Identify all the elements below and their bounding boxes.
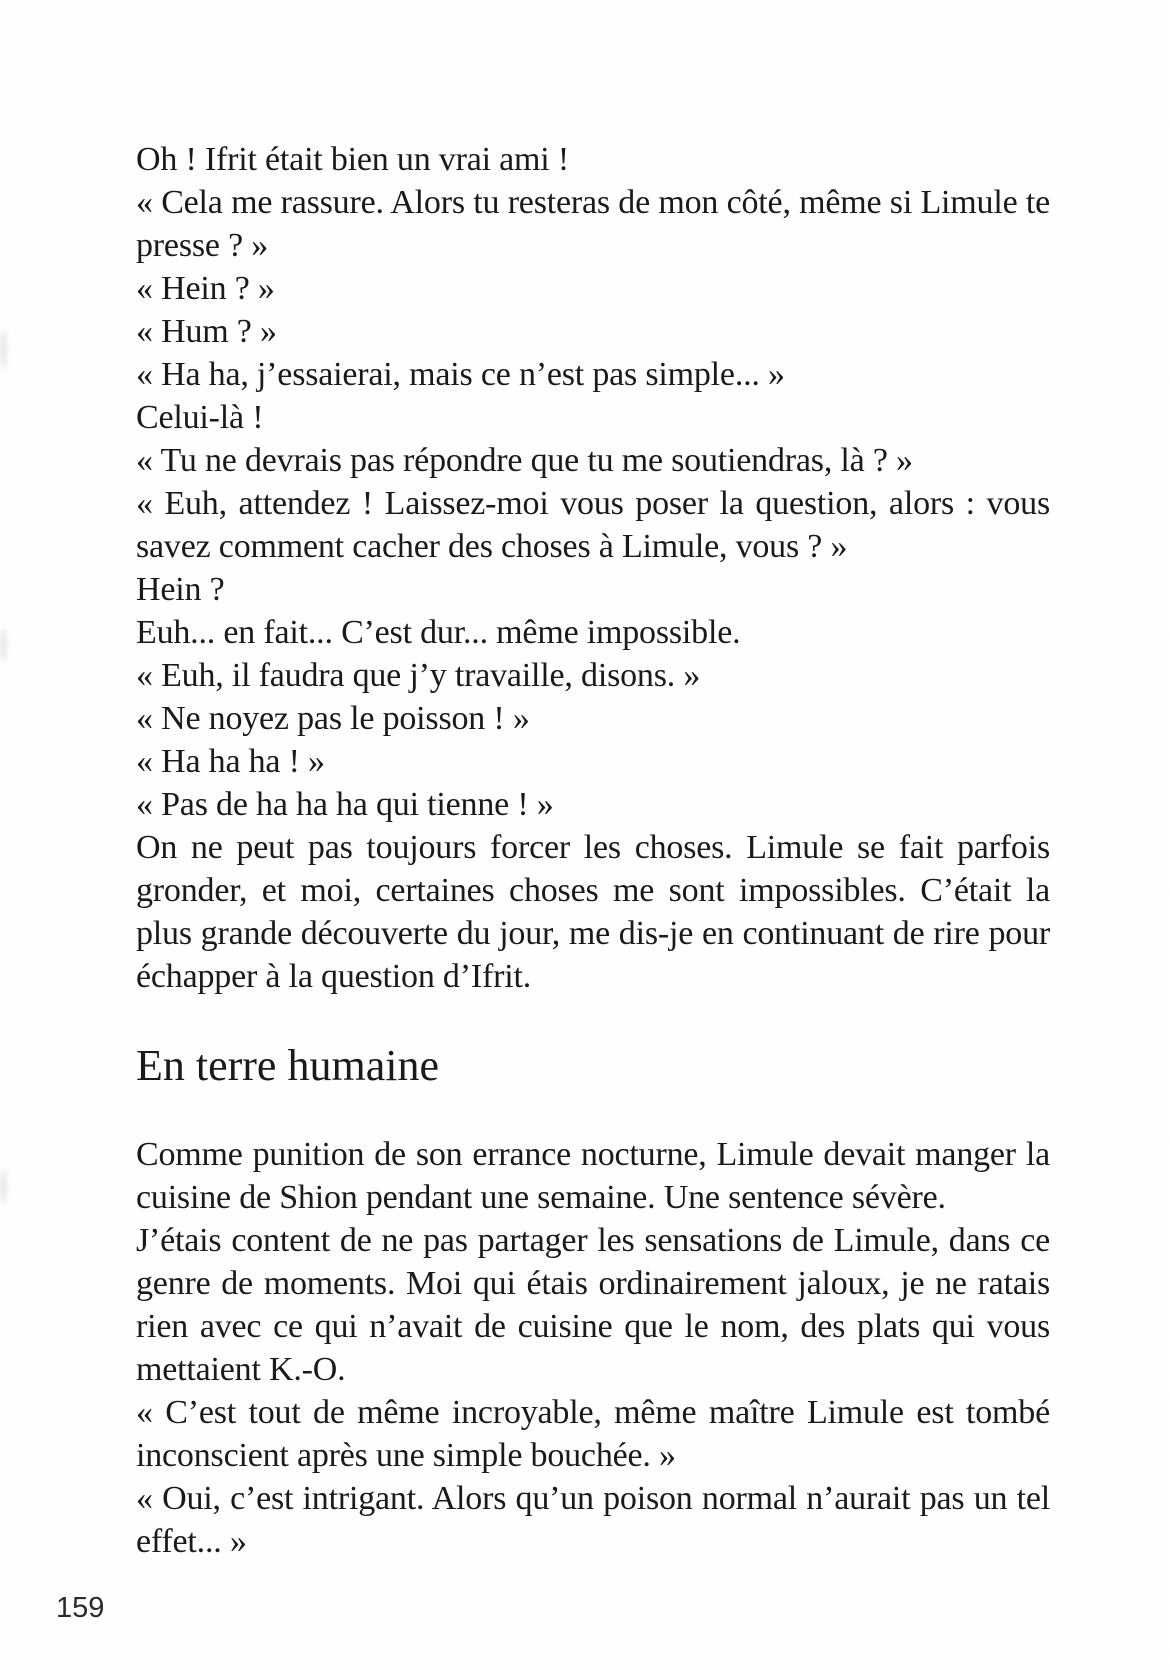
- dialogue-line: « Euh, attendez ! Laissez-moi vous poser la question, alors : vous savez comment cacher des choses à Limule, vous ? »: [136, 485, 1050, 565]
- dialogue-line: « Oui, c’est intrigant. Alors qu’un poison normal n’aurait pas un tel effet... »: [136, 1480, 1050, 1560]
- page-number: 159: [56, 1592, 105, 1624]
- scan-smudge: [0, 1168, 7, 1204]
- dialogue-line: « Ha ha, j’essaierai, mais ce n’est pas simple... »: [136, 356, 785, 393]
- dialogue-line: Celui-là !: [136, 399, 264, 436]
- scan-smudge: [0, 330, 7, 370]
- dialogue-line: Hein ?: [136, 571, 225, 608]
- section-heading: En terre humaine: [136, 1041, 439, 1090]
- dialogue-line: « Ne noyez pas le poisson ! »: [136, 700, 530, 737]
- narration-paragraph: On ne peut pas toujours forcer les choses. Limule se fait parfois gronder, et moi, certaines choses me sont impossibles. C’était la plus grande découverte du jour, me dis-je en continuant de rire pour échapper à la question d’Ifrit.: [136, 829, 1050, 995]
- dialogue-line: « Euh, il faudra que j’y travaille, disons. »: [136, 657, 701, 694]
- dialogue-line: Euh... en fait... C’est dur... même impossible.: [136, 614, 741, 651]
- narration-paragraph: J’étais content de ne pas partager les sensations de Limule, dans ce genre de moments. Moi qui étais ordinairement jaloux, je ne ratais rien avec ce qui n’avait de cuisine que le nom, des plats qui vous mettaient K.-O.: [136, 1222, 1050, 1388]
- dialogue-line: « Ha ha ha ! »: [136, 743, 325, 780]
- dialogue-line: « Hum ? »: [136, 313, 277, 350]
- dialogue-line: « Hein ? »: [136, 270, 275, 307]
- narration-paragraph: Comme punition de son errance nocturne, Limule devait manger la cuisine de Shion pendant une semaine. Une sentence sévère.: [136, 1136, 1050, 1216]
- dialogue-line: « Cela me rassure. Alors tu resteras de mon côté, même si Limule te presse ? »: [136, 184, 1050, 264]
- dialogue-line: « C’est tout de même incroyable, même maître Limule est tombé inconscient après une simple bouchée. »: [136, 1394, 1050, 1474]
- scan-smudge: [0, 628, 7, 662]
- dialogue-line: « Pas de ha ha ha qui tienne ! »: [136, 786, 554, 823]
- text-block: [136, 138, 1050, 1563]
- dialogue-line: Oh ! Ifrit était bien un vrai ami !: [136, 141, 569, 178]
- dialogue-line: « Tu ne devrais pas répondre que tu me soutiendras, là ? »: [136, 442, 913, 479]
